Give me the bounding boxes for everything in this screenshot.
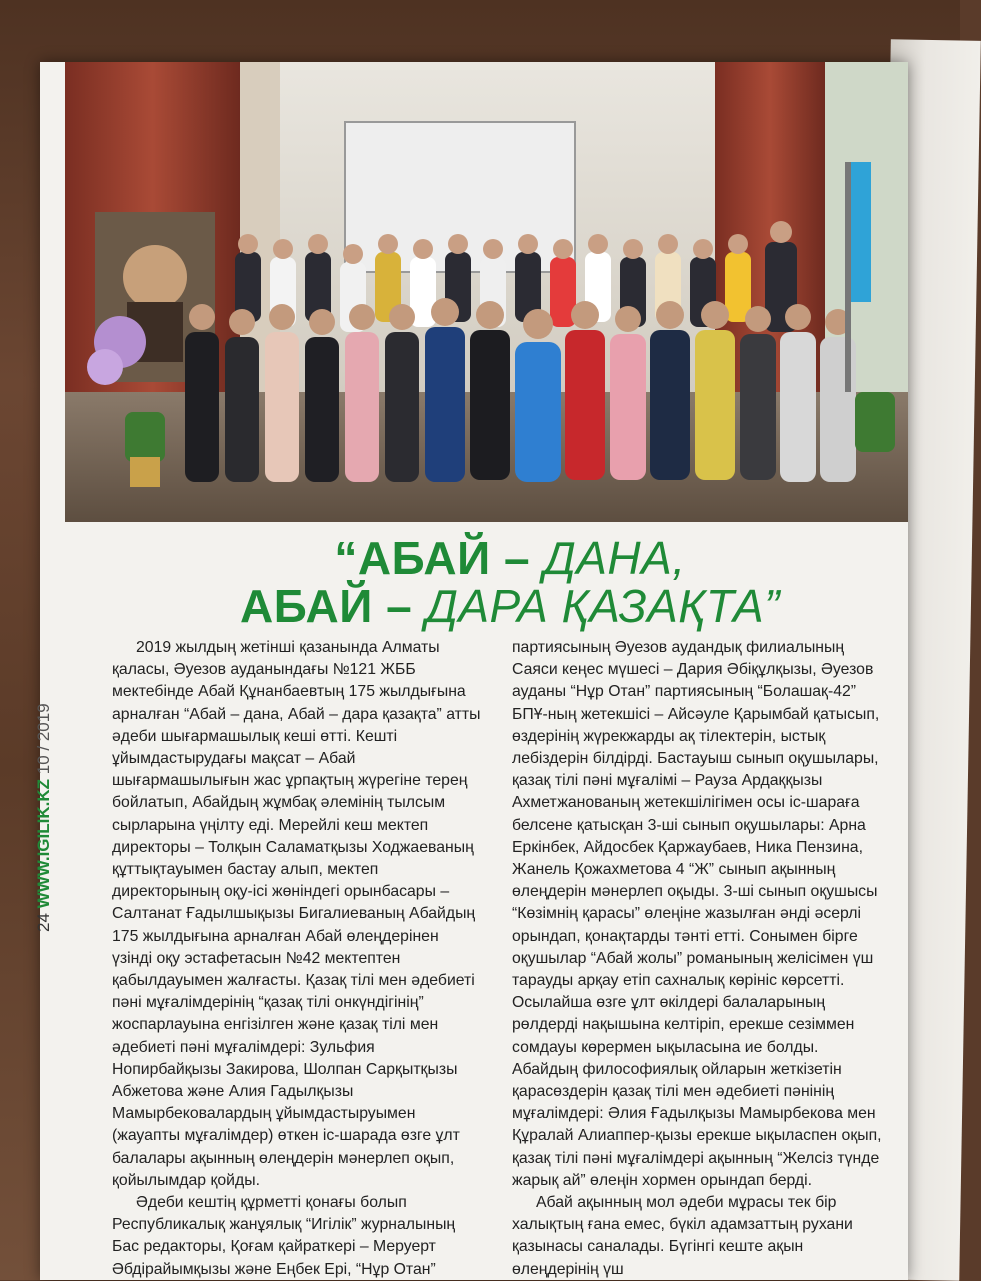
- page-number: 24: [34, 913, 53, 932]
- article-body: [112, 637, 882, 1281]
- paragraph: Абай ақынның мол әдеби мұрасы тек бір халықтың ғана емес, бүкіл адамзаттың рухани қазынасы саналады. Бүгінгі кеште ақын өлеңдерінің үш: [512, 1194, 853, 1278]
- column-right: [512, 637, 882, 1281]
- headline-line1-bold: “АБАЙ –: [334, 532, 544, 584]
- column-left: [112, 637, 482, 1281]
- headline-line1-italic: ДАНА,: [543, 532, 686, 584]
- magazine-page: [34, 62, 908, 1280]
- page-footer-vertical: [34, 703, 54, 932]
- website-label: WWW.IGILIK.KZ: [34, 778, 53, 909]
- paragraph: партиясының Әуезов аудандық филиалының Саяси кеңес мүшесі – Дария Әбіқұлқызы, Әуезов ауданы “Нұр Отан” партиясының “Болашақ-42” БПҰ-ның жетекшісі – Айсәуле Қарымбай қатысып, өздерінің жүрекжарды ақ тілектерін, ыстық лебіздерін білдірді. Бастауыш сынып оқушылары, қазақ тілі пәні мұғалімі – Рауза Ардаққызы Ахметжанованың жетекшілігімен осы іс-шараға белсене қатысқан 3-ші сынып оқушылары: Арна Еркінбек, Айдосбек Қаржаубаев, Ника Пензина, Жанель Қожахметова 4 “Ж” сынып ақынның өлеңдерін мәнерлеп оқыды. 3-ші сынып оқушысы “Көзімнің қарасы” өлеңіне жазылған әнді әсерлі орындап, қонақтарды тәнті етті. Сонымен бірге оқушылар “Абай жолы” романының желісімен үш тарауды арқау етіп сахналық көрініс көрсетті. Осылайша өзге ұлт өкілдері балаларының рөлдерді нақышына келтіріп, ерекше сезіммен сомдауы көрермен ықыласына ие болды. Абайдың философиялық ойларын жеткізетін қарасөздерін қазақ тілі мен әдебиеті пәнінің мұғалімдері: Әлия Ғадылқызы Мамырбекова мен Құралай Алиаппер-қызы ерекше ықыласпен оқып, қазақ тілі пәні мұғалімдері ақынның “Желсіз түнде жарық ай” өлеңін хормен орындап берді.: [512, 639, 882, 1189]
- issue-number: 10 / 2019: [34, 703, 53, 775]
- headline-line-1: [190, 534, 830, 582]
- article-headline: [190, 534, 830, 630]
- group-photo: [65, 62, 908, 522]
- paragraph: Әдеби кештің құрметті қонағы болып Республикалық жанұялық “Игілік” журналының Бас редакторы, Қоғам қайраткері – Меруерт Әбдірайымқызы және Еңбек Ері, “Нұр Отан”: [112, 1194, 456, 1278]
- headline-line-2: [190, 582, 830, 630]
- headline-line2-bold: АБАЙ –: [240, 580, 426, 632]
- headline-line2-italic: ДАРА ҚАЗАҚТА”: [425, 580, 780, 632]
- paragraph: 2019 жылдың жетінші қазанында Алматы қаласы, Әуезов ауданындағы №121 ЖББ мектебінде Абай Құнанбаевтың 175 жылдығына арналған “Абай – дана, Абай – дара қазақта” атты әдеби шығармашылық кеші өтті. Кешті ұйымдастырудағы мақсат – Абай шығармашылығын жас ұрпақтың жүрегіне терең бойлатып, Абайдың жұмбақ әлемінің тылсым сырларына үңілту еді. Мерейлі кеш мектеп директоры – Толқын Саламатқызы Ходжаеваның құттықтауымен бастау алып, мектеп директорының оқу-ісі жөніндегі орынбасары – Салтанат Ғадылшықызы Бигалиеваның Абайдың 175 жылдығына арналған Абай өлеңдерінен үзінді оқу эстафетасын №42 мектептен қабылдауымен жалғасты. Қазақ тілі мен әдебиеті пәні мұғалімдерінің “қазақ тілі онкүндігінің” жоспарлауына енгізілген және қазақ тілі мен әдебиеті пәні мұғалімдері: Зульфия Нопирбайқызы Закирова, Шолпан Сарқытқызы Абжетова және Алия Гадылқызы Мамырбековалардың ұйымдастыруымен (жауапты мұғалімдер) өткен іс-шарада өзге ұлт балалары ақынның өлеңдерін мәнерлеп оқып, қойылымдар қойды.: [112, 639, 481, 1189]
